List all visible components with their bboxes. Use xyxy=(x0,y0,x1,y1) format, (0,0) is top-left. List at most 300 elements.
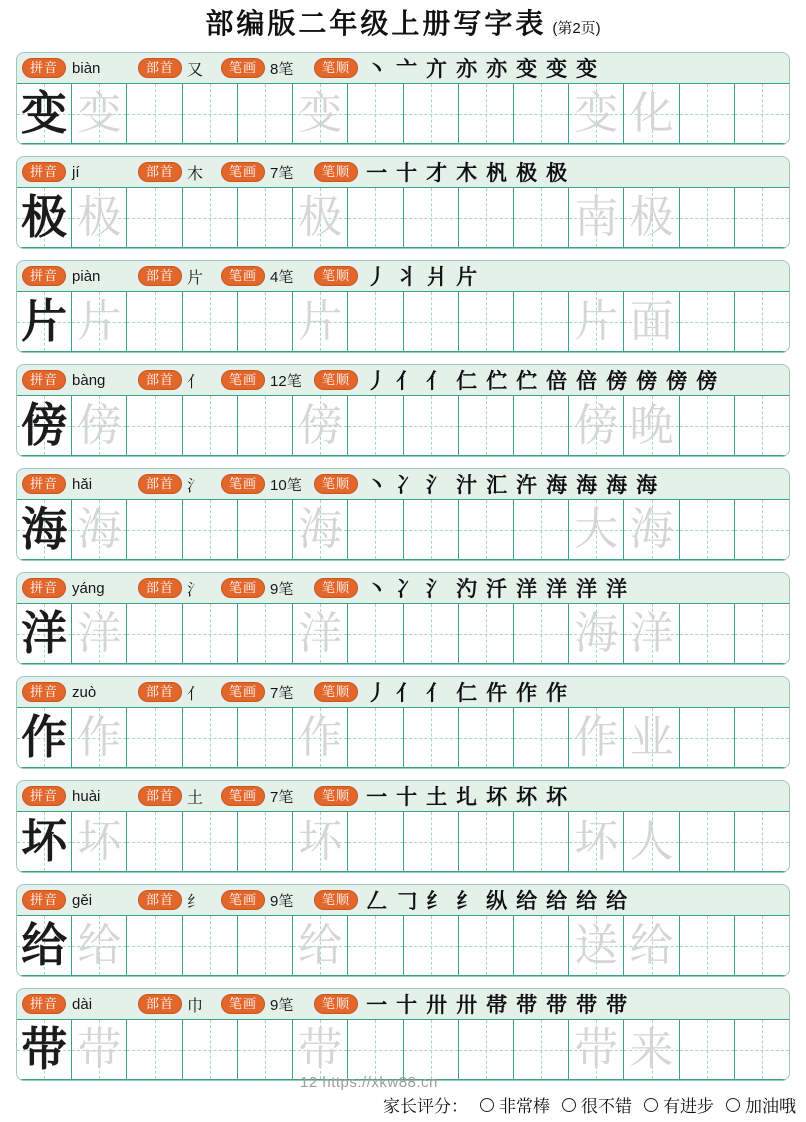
stroke-glyph: 给 xyxy=(606,889,628,913)
char-block-header xyxy=(17,261,789,291)
rating-option-keep-going[interactable] xyxy=(726,1092,796,1117)
practice-cell xyxy=(680,1020,735,1079)
practice-cell xyxy=(17,1020,72,1079)
practice-grid xyxy=(17,291,789,352)
stroke-glyph: 亠 xyxy=(396,57,418,81)
practice-cell xyxy=(348,292,403,351)
rating-circle-icon[interactable] xyxy=(726,1098,740,1112)
practice-char: 送 xyxy=(574,920,619,970)
stroke-glyph: 极 xyxy=(546,161,568,185)
practice-cell xyxy=(735,812,789,871)
practice-cell xyxy=(624,84,679,143)
practice-cell xyxy=(127,84,182,143)
stroke-count-value: 9笔 xyxy=(270,996,294,1014)
practice-cell xyxy=(404,708,459,767)
practice-cell xyxy=(238,396,293,455)
practice-cell xyxy=(293,500,348,559)
watermark-text: 12 https://xkw88.cn xyxy=(300,1074,438,1091)
stroke-order-sequence xyxy=(366,53,597,83)
stroke-glyph: 𠃌 xyxy=(396,889,418,913)
stroke-glyph: 作 xyxy=(546,681,568,705)
stroke-glyph: 纟 xyxy=(456,889,478,913)
practice-cell xyxy=(72,188,127,247)
stroke-glyph: 海 xyxy=(606,473,628,497)
practice-cell xyxy=(72,500,127,559)
stroke-glyph: 圠 xyxy=(456,785,478,809)
stroke-glyph: 十 xyxy=(396,161,418,185)
practice-char: 变 xyxy=(21,87,68,139)
rating-option-excellent[interactable] xyxy=(480,1092,550,1117)
stroke-glyph: 一 xyxy=(366,993,388,1017)
practice-cell xyxy=(238,1020,293,1079)
practice-cell xyxy=(293,916,348,975)
stroke-glyph: 冫 xyxy=(396,473,418,497)
practice-cell xyxy=(459,604,514,663)
char-block-header xyxy=(17,573,789,603)
radical-badge: 部首 xyxy=(138,578,182,598)
practice-cell xyxy=(127,292,182,351)
stroke-glyph: 氵 xyxy=(426,577,448,601)
practice-char: 傍 xyxy=(298,400,343,450)
practice-cell xyxy=(293,708,348,767)
radical-value: 片 xyxy=(187,269,204,287)
practice-char: 坏 xyxy=(77,816,122,866)
radical-badge: 部首 xyxy=(138,682,182,702)
radical-badge: 部首 xyxy=(138,162,182,182)
practice-cell xyxy=(459,500,514,559)
practice-char: 海 xyxy=(574,608,619,658)
stroke-order-badge: 笔顺 xyxy=(314,890,358,910)
stroke-count-badge: 笔画 xyxy=(221,474,265,494)
practice-char: 洋 xyxy=(629,608,674,658)
practice-cell xyxy=(514,812,569,871)
practice-char: 带 xyxy=(574,1024,619,1074)
stroke-glyph: 汻 xyxy=(516,473,538,497)
stroke-glyph: 纟 xyxy=(426,889,448,913)
rating-option-label: 非常棒 xyxy=(499,1097,550,1116)
stroke-order-sequence xyxy=(366,885,627,915)
practice-cell xyxy=(127,812,182,871)
stroke-count-badge: 笔画 xyxy=(221,786,265,806)
stroke-glyph: 才 xyxy=(426,161,448,185)
stroke-order-badge: 笔顺 xyxy=(314,786,358,806)
practice-char: 极 xyxy=(298,192,343,242)
practice-cell xyxy=(404,84,459,143)
practice-char: 给 xyxy=(298,920,343,970)
practice-cell xyxy=(735,604,789,663)
practice-cell xyxy=(348,604,403,663)
stroke-order-badge: 笔顺 xyxy=(314,994,358,1014)
practice-cell xyxy=(624,1020,679,1079)
practice-cell xyxy=(624,812,679,871)
stroke-glyph: 海 xyxy=(636,473,658,497)
practice-char: 极 xyxy=(77,192,122,242)
stroke-glyph: 作 xyxy=(516,681,538,705)
pinyin-value: bàng xyxy=(72,371,106,389)
stroke-count-value: 10笔 xyxy=(270,476,302,494)
stroke-glyph: 冫 xyxy=(396,577,418,601)
practice-cell xyxy=(735,292,789,351)
practice-char: 作 xyxy=(77,712,122,762)
stroke-glyph: 亦 xyxy=(456,57,478,81)
practice-cell xyxy=(735,500,789,559)
practice-cell xyxy=(293,292,348,351)
practice-cell xyxy=(569,500,624,559)
page-number: (第2页) xyxy=(552,20,601,37)
stroke-glyph: 亣 xyxy=(426,57,448,81)
rating-circle-icon[interactable] xyxy=(480,1098,494,1112)
practice-cell xyxy=(514,188,569,247)
practice-grid xyxy=(17,187,789,248)
practice-char: 来 xyxy=(629,1024,674,1074)
practice-cell xyxy=(514,84,569,143)
practice-cell xyxy=(293,396,348,455)
stroke-glyph: 变 xyxy=(516,57,538,81)
pinyin-badge: 拼音 xyxy=(22,266,66,286)
stroke-glyph: 坏 xyxy=(516,785,538,809)
practice-grid xyxy=(17,915,789,976)
practice-cell xyxy=(459,188,514,247)
practice-char: 极 xyxy=(629,192,674,242)
practice-cell xyxy=(238,812,293,871)
practice-cell xyxy=(17,708,72,767)
pinyin-value: hǎi xyxy=(72,475,93,493)
stroke-order-badge: 笔顺 xyxy=(314,58,358,78)
practice-cell xyxy=(17,604,72,663)
stroke-order-sequence xyxy=(366,781,567,811)
stroke-count-value: 12笔 xyxy=(270,372,302,390)
practice-cell xyxy=(624,604,679,663)
stroke-glyph: 丶 xyxy=(366,577,388,601)
practice-char: 傍 xyxy=(574,400,619,450)
practice-cell xyxy=(735,188,789,247)
rating-label: 家长评分： xyxy=(383,1097,468,1116)
practice-cell xyxy=(624,708,679,767)
practice-cell xyxy=(680,396,735,455)
practice-cell xyxy=(72,84,127,143)
pinyin-badge: 拼音 xyxy=(22,578,66,598)
stroke-glyph: 帯 xyxy=(486,993,508,1017)
practice-char: 片 xyxy=(21,295,68,347)
stroke-glyph: 片 xyxy=(456,265,478,289)
practice-cell xyxy=(624,396,679,455)
practice-cell xyxy=(569,292,624,351)
rating-circle-icon[interactable] xyxy=(562,1098,576,1112)
stroke-order-sequence xyxy=(366,677,567,707)
practice-cell xyxy=(459,812,514,871)
practice-char: 化 xyxy=(629,88,674,138)
stroke-count-value: 7笔 xyxy=(270,684,294,702)
parent-rating-row xyxy=(383,1092,796,1117)
practice-cell xyxy=(238,292,293,351)
practice-cell xyxy=(72,812,127,871)
practice-cell xyxy=(293,1020,348,1079)
rating-circle-icon[interactable] xyxy=(644,1098,658,1112)
practice-cell xyxy=(127,1020,182,1079)
stroke-count-badge: 笔画 xyxy=(221,162,265,182)
practice-cell xyxy=(459,916,514,975)
practice-cell xyxy=(127,396,182,455)
practice-grid xyxy=(17,395,789,456)
stroke-count-value: 7笔 xyxy=(270,164,294,182)
practice-cell xyxy=(569,812,624,871)
pinyin-value: gěi xyxy=(72,891,93,909)
pinyin-badge: 拼音 xyxy=(22,994,66,1014)
stroke-glyph: 亻 xyxy=(396,681,418,705)
practice-cell xyxy=(72,292,127,351)
radical-value: 又 xyxy=(187,61,204,79)
practice-char: 海 xyxy=(77,504,122,554)
practice-cell xyxy=(72,604,127,663)
pinyin-value: dài xyxy=(72,995,93,1013)
stroke-glyph: 洋 xyxy=(516,577,538,601)
practice-cell xyxy=(293,188,348,247)
stroke-glyph: 变 xyxy=(546,57,568,81)
radical-value: 土 xyxy=(187,789,204,807)
radical-value: 亻 xyxy=(187,685,204,703)
practice-grid xyxy=(17,1019,789,1080)
practice-char: 极 xyxy=(21,191,68,243)
practice-cell xyxy=(17,396,72,455)
radical-value: 巾 xyxy=(187,997,204,1015)
stroke-order-badge: 笔顺 xyxy=(314,266,358,286)
radical-value: 氵 xyxy=(187,477,204,495)
stroke-glyph: 给 xyxy=(516,889,538,913)
practice-cell xyxy=(735,708,789,767)
stroke-glyph: 仁 xyxy=(456,681,478,705)
practice-char: 海 xyxy=(21,503,68,555)
practice-char: 给 xyxy=(629,920,674,970)
practice-cell xyxy=(514,916,569,975)
stroke-glyph: 汘 xyxy=(486,577,508,601)
stroke-glyph: 给 xyxy=(546,889,568,913)
practice-char: 海 xyxy=(298,504,343,554)
practice-cell xyxy=(183,708,238,767)
practice-cell xyxy=(680,84,735,143)
practice-grid xyxy=(17,811,789,872)
stroke-count-badge: 笔画 xyxy=(221,890,265,910)
stroke-glyph: 伫 xyxy=(486,369,508,393)
stroke-count-value: 8笔 xyxy=(270,60,294,78)
practice-cell xyxy=(404,292,459,351)
practice-cell xyxy=(514,292,569,351)
stroke-glyph: 仵 xyxy=(486,681,508,705)
stroke-glyph: 卅 xyxy=(456,993,478,1017)
practice-cell xyxy=(183,84,238,143)
stroke-order-badge: 笔顺 xyxy=(314,682,358,702)
rating-option-label: 有进步 xyxy=(663,1097,714,1116)
char-block xyxy=(16,884,790,977)
practice-cell xyxy=(514,396,569,455)
pinyin-value: jí xyxy=(72,163,80,181)
char-block-header xyxy=(17,989,789,1019)
stroke-glyph: 丿 xyxy=(366,265,388,289)
practice-cell xyxy=(680,188,735,247)
stroke-glyph: 杋 xyxy=(486,161,508,185)
char-block xyxy=(16,468,790,561)
practice-cell xyxy=(183,292,238,351)
stroke-order-sequence xyxy=(366,261,477,291)
pinyin-value: piàn xyxy=(72,267,101,285)
pinyin-value: yáng xyxy=(72,579,105,597)
stroke-count-value: 9笔 xyxy=(270,892,294,910)
practice-char: 给 xyxy=(21,919,68,971)
char-block xyxy=(16,988,790,1081)
char-block-header xyxy=(17,677,789,707)
practice-cell xyxy=(348,188,403,247)
practice-cell xyxy=(569,604,624,663)
practice-char: 海 xyxy=(629,504,674,554)
practice-char: 洋 xyxy=(21,607,68,659)
stroke-glyph: 木 xyxy=(456,161,478,185)
practice-cell xyxy=(348,812,403,871)
practice-cell xyxy=(404,396,459,455)
stroke-order-sequence xyxy=(366,365,717,395)
stroke-glyph: 坏 xyxy=(486,785,508,809)
stroke-order-badge: 笔顺 xyxy=(314,578,358,598)
practice-char: 大 xyxy=(574,504,619,554)
stroke-order-sequence xyxy=(366,469,657,499)
stroke-glyph: 傍 xyxy=(636,369,658,393)
stroke-glyph: 海 xyxy=(576,473,598,497)
practice-cell xyxy=(293,604,348,663)
practice-cell xyxy=(680,812,735,871)
practice-cell xyxy=(72,916,127,975)
practice-cell xyxy=(569,84,624,143)
practice-char: 变 xyxy=(574,88,619,138)
practice-char: 业 xyxy=(629,712,674,762)
char-block xyxy=(16,52,790,145)
practice-char: 片 xyxy=(77,296,122,346)
practice-char: 带 xyxy=(298,1024,343,1074)
practice-cell xyxy=(183,812,238,871)
practice-cell xyxy=(735,396,789,455)
stroke-count-value: 7笔 xyxy=(270,788,294,806)
stroke-glyph: 土 xyxy=(426,785,448,809)
practice-char: 坏 xyxy=(21,815,68,867)
stroke-order-sequence xyxy=(366,573,627,603)
stroke-glyph: 纵 xyxy=(486,889,508,913)
practice-grid xyxy=(17,603,789,664)
stroke-glyph: 极 xyxy=(516,161,538,185)
practice-grid xyxy=(17,707,789,768)
practice-cell xyxy=(569,396,624,455)
stroke-order-sequence xyxy=(366,989,627,1019)
char-block xyxy=(16,260,790,353)
practice-cell xyxy=(459,84,514,143)
stroke-glyph: 给 xyxy=(576,889,598,913)
stroke-glyph: 汋 xyxy=(456,577,478,601)
practice-cell xyxy=(348,396,403,455)
practice-char: 傍 xyxy=(21,399,68,451)
stroke-count-value: 9笔 xyxy=(270,580,294,598)
practice-cell xyxy=(238,916,293,975)
page-title: 部编版二年级上册写字表 xyxy=(205,9,547,40)
stroke-glyph: 亻 xyxy=(396,369,418,393)
stroke-count-badge: 笔画 xyxy=(221,58,265,78)
stroke-count-badge: 笔画 xyxy=(221,370,265,390)
practice-cell xyxy=(238,84,293,143)
stroke-glyph: 坏 xyxy=(546,785,568,809)
practice-cell xyxy=(238,500,293,559)
stroke-glyph: 一 xyxy=(366,161,388,185)
radical-badge: 部首 xyxy=(138,58,182,78)
stroke-glyph: 傍 xyxy=(606,369,628,393)
practice-char: 给 xyxy=(77,920,122,970)
rating-option-label: 加油哦 xyxy=(745,1097,796,1116)
stroke-glyph: 洋 xyxy=(606,577,628,601)
char-block xyxy=(16,676,790,769)
title-row xyxy=(0,2,806,42)
practice-cell xyxy=(183,500,238,559)
practice-cell xyxy=(72,708,127,767)
practice-cell xyxy=(348,84,403,143)
stroke-glyph: 汇 xyxy=(486,473,508,497)
practice-grid xyxy=(17,83,789,144)
char-block xyxy=(16,780,790,873)
stroke-glyph: 带 xyxy=(546,993,568,1017)
radical-badge: 部首 xyxy=(138,474,182,494)
practice-cell xyxy=(127,500,182,559)
practice-cell xyxy=(680,292,735,351)
practice-cell xyxy=(72,1020,127,1079)
stroke-count-badge: 笔画 xyxy=(221,578,265,598)
practice-cell xyxy=(569,916,624,975)
practice-char: 晚 xyxy=(629,400,674,450)
practice-char: 片 xyxy=(574,296,619,346)
stroke-glyph: 丿 xyxy=(366,681,388,705)
pinyin-badge: 拼音 xyxy=(22,890,66,910)
char-block xyxy=(16,364,790,457)
practice-cell xyxy=(17,812,72,871)
practice-cell xyxy=(514,604,569,663)
practice-cell xyxy=(569,188,624,247)
pinyin-badge: 拼音 xyxy=(22,474,66,494)
practice-cell xyxy=(404,500,459,559)
stroke-glyph: 倍 xyxy=(576,369,598,393)
practice-cell xyxy=(624,292,679,351)
radical-value: 亻 xyxy=(187,373,204,391)
practice-cell xyxy=(17,292,72,351)
stroke-count-badge: 笔画 xyxy=(221,266,265,286)
practice-cell xyxy=(459,708,514,767)
radical-value: 纟 xyxy=(187,893,204,911)
rating-option-progress[interactable] xyxy=(644,1092,714,1117)
practice-cell xyxy=(17,916,72,975)
radical-badge: 部首 xyxy=(138,370,182,390)
practice-cell xyxy=(404,812,459,871)
rating-option-good[interactable] xyxy=(562,1092,632,1117)
practice-cell xyxy=(127,708,182,767)
pinyin-badge: 拼音 xyxy=(22,786,66,806)
radical-badge: 部首 xyxy=(138,266,182,286)
practice-cell xyxy=(514,708,569,767)
practice-char: 片 xyxy=(298,296,343,346)
stroke-glyph: 变 xyxy=(576,57,598,81)
stroke-glyph: 亦 xyxy=(486,57,508,81)
practice-cell xyxy=(127,188,182,247)
radical-badge: 部首 xyxy=(138,786,182,806)
stroke-glyph: 带 xyxy=(606,993,628,1017)
practice-char: 作 xyxy=(574,712,619,762)
practice-cell xyxy=(293,84,348,143)
char-block-header xyxy=(17,365,789,395)
practice-cell xyxy=(569,1020,624,1079)
stroke-glyph: 亻 xyxy=(426,681,448,705)
stroke-glyph: 卅 xyxy=(426,993,448,1017)
practice-cell xyxy=(348,916,403,975)
stroke-glyph: 仁 xyxy=(456,369,478,393)
